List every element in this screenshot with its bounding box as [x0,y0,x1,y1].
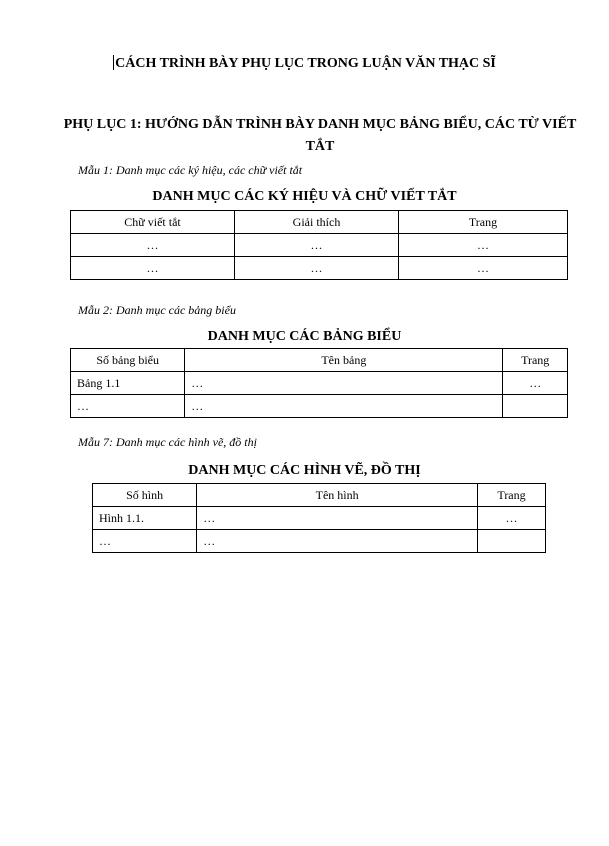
table-cell: … [197,507,478,530]
section-1-caption: Mẫu 1: Danh mục các ký hiệu, các chữ viết tắt [78,163,303,177]
table-cell: … [399,234,568,257]
table-cell [478,530,546,553]
tables-list-table [70,348,568,418]
section-3-caption: Mẫu 7: Danh mục các hình vẽ, đồ thị [78,435,257,449]
table-cell: … [185,395,503,418]
table-cell: … [185,372,503,395]
table-cell: … [399,257,568,280]
section-2-title: DANH MỤC CÁC BẢNG BIỂU [207,329,402,344]
table-header-cell: Số hình [93,484,197,507]
table-header-cell: Số bảng biểu [71,349,185,372]
table-cell: … [93,530,197,553]
table-row [93,530,546,553]
table-cell: … [235,234,399,257]
section-3-title: DANH MỤC CÁC HÌNH VẼ, ĐỒ THỊ [188,463,421,478]
abbreviations-table [70,210,568,280]
table-header-row [93,484,546,507]
table-cell: … [478,507,546,530]
table-cell: … [235,257,399,280]
table-header-row [71,211,568,234]
appendix-heading: PHỤ LỤC 1: HƯỚNG DẪN TRÌNH BÀY DANH MỤC BẢNG BIỂU, CÁC TỪ VIẾT TẮT [63,117,577,154]
figures-list-table [92,483,546,553]
table-cell: Bảng 1.1 [71,372,185,395]
table-header-cell: Trang [478,484,546,507]
page-title [0,55,609,72]
table-cell [503,395,568,418]
page-title-text: CÁCH TRÌNH BÀY PHỤ LỤC TRONG LUẬN VĂN THẠC SĨ [115,56,496,71]
table-cell: Hình 1.1. [93,507,197,530]
table-row [93,507,546,530]
table-row [71,257,568,280]
section-1-title: DANH MỤC CÁC KÝ HIỆU VÀ CHỮ VIẾT TẮT [152,189,457,204]
table-cell: … [197,530,478,553]
table-header-cell: Trang [503,349,568,372]
section-2-caption: Mẫu 2: Danh mục các bảng biểu [78,303,236,317]
table-row [71,395,568,418]
table-cell: … [503,372,568,395]
table-header-cell: Chữ viết tắt [71,211,235,234]
table-row [71,234,568,257]
table-cell: … [71,234,235,257]
table-header-row [71,349,568,372]
table-header-cell: Trang [399,211,568,234]
table-cell: … [71,395,185,418]
table-cell: … [71,257,235,280]
table-header-cell: Tên hình [197,484,478,507]
text-cursor [113,55,114,70]
table-row [71,372,568,395]
table-header-cell: Tên bảng [185,349,503,372]
table-header-cell: Giải thích [235,211,399,234]
